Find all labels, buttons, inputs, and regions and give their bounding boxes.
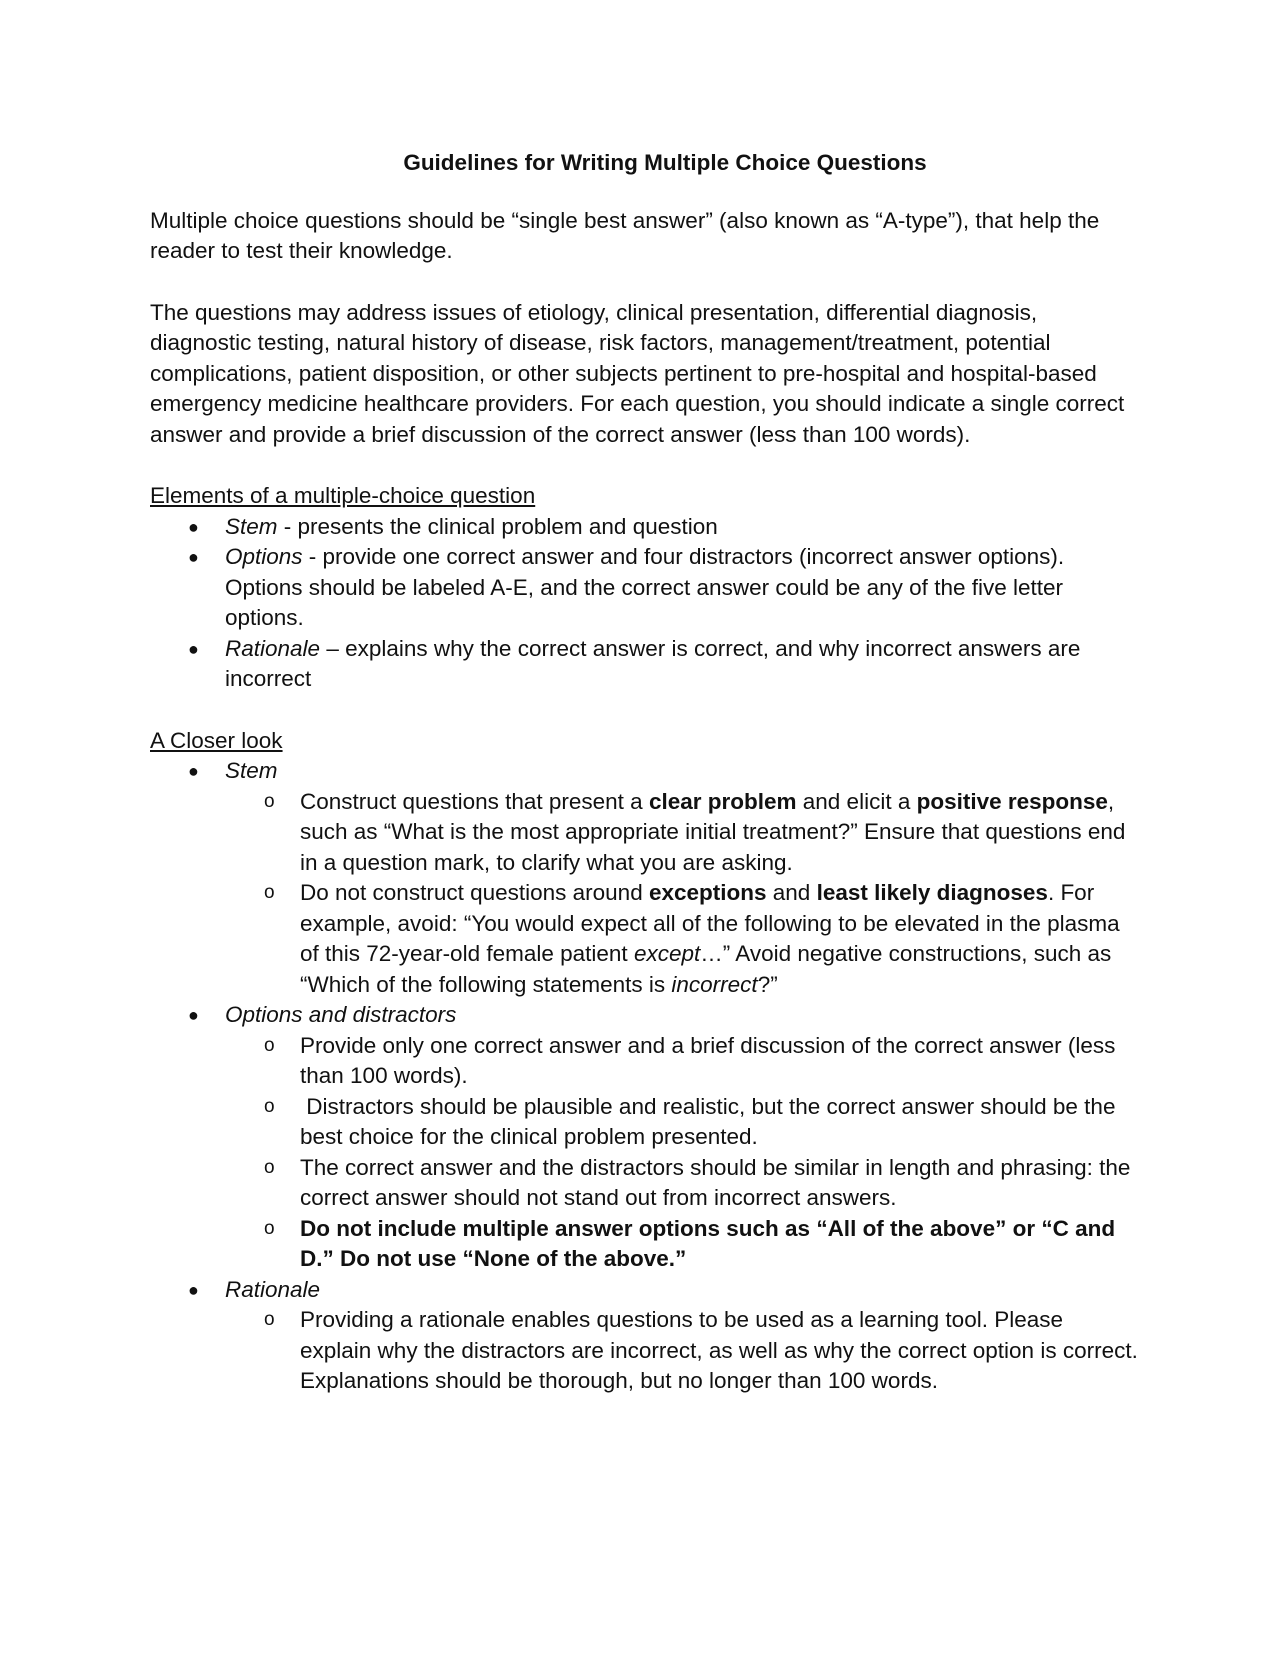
bold-exceptions: exceptions [648, 880, 767, 905]
bold-clear-problem: clear problem [648, 788, 797, 814]
text-segment: , such as “What is the most appropriate initial treatment?” Ensure that questions end in a question mark, to clarify what you are asking. [300, 788, 1126, 875]
rationale-subitem [225, 1305, 1157, 1397]
bullet-circle: o [264, 882, 275, 903]
options-subitem-similar-length [225, 1153, 1140, 1214]
stem-sublist [225, 787, 1140, 1001]
bullet-disc: ● [188, 516, 199, 537]
closer-options-label: Options and distractors [225, 1002, 457, 1027]
text-segment: Provide only one correct answer and a brief discussion of the correct answer (less than 100 words). [300, 1032, 1116, 1088]
options-subitem-plausible [225, 1092, 1140, 1153]
bold-no-multiple-answers: Do not include multiple answer options such as “All of the above” or “C and D.” Do not use “None of the above.” [300, 1215, 1116, 1271]
bullet-circle: o [264, 790, 275, 812]
bold-positive-response: positive response [916, 788, 1108, 814]
bold-least-likely: least likely diagnoses [816, 880, 1048, 905]
bullet-circle: o [264, 1034, 275, 1056]
intro-paragraph: Multiple choice questions should be “single best answer” (also known as “A-type”), that help the reader to test their knowledge. [150, 207, 1100, 263]
bullet-disc: ● [188, 1005, 199, 1025]
term-options: Options [225, 544, 303, 569]
stem-subitem-clear-problem [225, 787, 1140, 879]
text-segment: and [766, 880, 817, 905]
text-options: - provide one correct answer and four distractors (incorrect answer options). Options should be labeled A-E, and the correct answer could be any of the five letter options. [225, 544, 1065, 630]
elements-list [150, 512, 1140, 695]
text-segment: Providing a rationale enables questions to be used as a learning tool. Please explain why the distractors are incorrect, as well as why the correct option is correct. Explanations should be thorough, but no longer than 100 words. [300, 1307, 1157, 1393]
text-stem: - presents the clinical problem and question [277, 513, 718, 539]
closer-look-list [150, 756, 1157, 1397]
closer-item-stem [150, 756, 1140, 1000]
closer-item-options [150, 1000, 1140, 1275]
bullet-disc: ● [188, 638, 199, 659]
text-rationale: – explains why the correct answer is correct, and why incorrect answers are incorrect [225, 635, 1081, 691]
term-stem: Stem [225, 513, 278, 539]
term-rationale: Rationale [225, 635, 321, 661]
document-title: Guidelines for Writing Multiple Choice Questions [403, 150, 927, 175]
bullet-circle: o [264, 1095, 275, 1117]
bullet-circle: o [264, 1156, 275, 1178]
options-subitem-no-multiple [225, 1214, 1140, 1275]
bullet-circle: o [264, 1217, 275, 1239]
italic-except: except [633, 941, 701, 966]
document-page [150, 148, 1157, 1428]
list-item-options [150, 542, 1140, 634]
closer-rationale-label: Rationale [225, 1276, 321, 1302]
elements-heading: Elements of a multiple-choice question [150, 483, 536, 508]
bullet-circle: o [264, 1309, 275, 1330]
list-item-rationale [150, 634, 1140, 695]
text-segment: . For example, avoid: “You would expect all of the following to be elevated in the plasma of this 72-year-old female patient [300, 880, 1120, 966]
stem-subitem-exceptions [225, 878, 1140, 1000]
rationale-sublist [225, 1305, 1157, 1397]
text-segment: …” Avoid negative constructions, such as “Which of the following statements is [300, 941, 1112, 997]
options-sublist [225, 1031, 1140, 1275]
closer-stem-label: Stem [225, 758, 278, 783]
scope-paragraph: The questions may address issues of etiology, clinical presentation, differential diagnosis, diagnostic testing, natural history of disease, risk factors, management/treatment, potential complications, patient disposition, or other subjects pertinent to pre-hospital and hospital-based emergency medicine healthcare providers. For each question, you should indicate a single correct answer and provide a brief discussion of the correct answer (less than 100 words). [150, 299, 1125, 447]
bullet-disc: ● [188, 547, 199, 567]
bullet-disc: ● [188, 1279, 199, 1300]
closer-item-rationale [150, 1275, 1157, 1397]
text-segment: Construct questions that present a [300, 788, 649, 814]
text-segment: ?” [757, 971, 778, 997]
italic-incorrect: incorrect [671, 971, 758, 997]
closer-look-heading: A Closer look [150, 727, 283, 753]
list-item-stem [150, 512, 1140, 543]
text-segment: and elicit a [796, 788, 917, 814]
bullet-disc: ● [188, 761, 199, 781]
text-segment: Distractors should be plausible and realistic, but the correct answer should be the best choice for the clinical problem presented. [300, 1093, 1122, 1149]
options-subitem-one-correct [225, 1031, 1140, 1092]
text-segment: Do not construct questions around [300, 880, 649, 905]
text-segment: The correct answer and the distractors should be similar in length and phrasing: the correct answer should not stand out from incorrect answers. [300, 1154, 1131, 1210]
